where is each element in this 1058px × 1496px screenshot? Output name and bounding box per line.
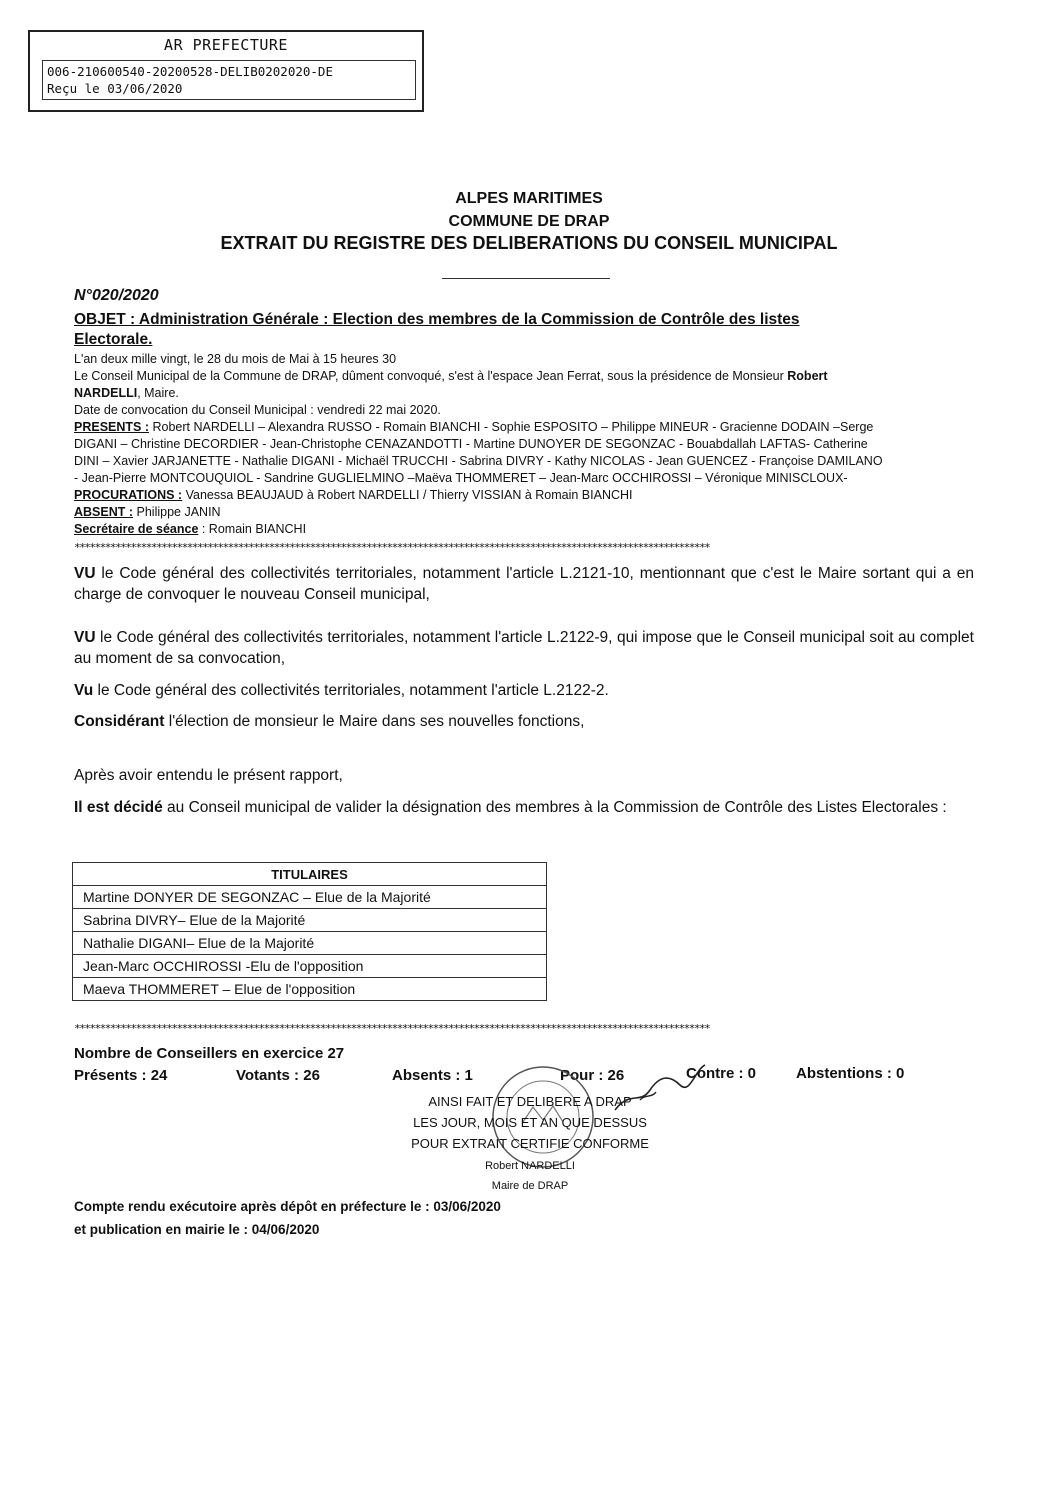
conseillers-en-exercice: Nombre de Conseillers en exercice 27 xyxy=(74,1045,345,1062)
signoff-line-3: POUR EXTRAIT CERTIFIE CONFORME xyxy=(411,1136,649,1151)
convocation-date: Date de convocation du Conseil Municipal : vendredi 22 mai 2020. xyxy=(74,403,441,417)
objet-line-2: Electorale. xyxy=(74,331,153,348)
separator-stars-2: **************************************************************************************************************************** xyxy=(74,1022,710,1035)
executoire-line: Compte rendu exécutoire après dépôt en préfecture le : 03/06/2020 xyxy=(74,1199,501,1214)
publication-line: et publication en mairie le : 04/06/2020 xyxy=(74,1222,320,1237)
absent-line xyxy=(74,504,974,521)
session-convocation-text: Le Conseil Municipal de la Commune de DRAP, dûment convoqué, s'est à l'espace Jean Ferrat, sous la présidence de Monsieur xyxy=(74,369,788,383)
vu-paragraph-2 xyxy=(74,627,974,669)
president-title: , Maire. xyxy=(137,386,179,400)
considerant-paragraph xyxy=(74,711,974,732)
register-title: EXTRAIT DU REGISTRE DES DELIBERATIONS DU CONSEIL MUNICIPAL xyxy=(220,233,838,253)
procurations-label: PROCURATIONS : xyxy=(74,488,183,502)
separator-stars-1: **************************************************************************************************************************** xyxy=(74,541,710,554)
secretaire-name: : Romain BIANCHI xyxy=(198,522,307,536)
presents-names-1: Robert NARDELLI – Alexandra RUSSO - Romain BIANCHI - Sophie ESPOSITO – Philippe MINEUR - Gracienne DODAIN –Serge xyxy=(149,420,874,434)
stamp-title: AR PREFECTURE xyxy=(164,36,288,54)
contre-count: Contre : 0 xyxy=(686,1065,757,1082)
vu-text-2: le Code général des collectivités territoriales, notamment l'article L.2122-9, qui impose que le Conseil municipal soit au complet au moment de sa convocation, xyxy=(74,629,974,667)
pour-count: Pour : 26 xyxy=(560,1067,625,1084)
secretaire-label: Secrétaire de séance xyxy=(74,522,199,536)
presents-line-3: DINI – Xavier JARJANETTE - Nathalie DIGANI - Michaël TRUCCHI - Sabrina DIVRY - Kathy NICOLAS - Jean GUENCEZ - Françoise DAMILANO xyxy=(74,454,883,468)
vu-paragraph-3 xyxy=(74,680,974,701)
absents-count: Absents : 1 xyxy=(392,1067,473,1084)
stamp-received-date: Reçu le 03/06/2020 xyxy=(47,81,183,96)
rapport-line: Après avoir entendu le présent rapport, xyxy=(74,767,343,784)
titulaires-table xyxy=(72,862,547,1001)
presents-line-4: - Jean-Pierre MONTCOUQUIOL - Sandrine GUGLIELMINO –Maëva THOMMERET – Jean-Marc OCCHIROSSI – Véronique MINISCLOUX- xyxy=(74,471,848,485)
mayor-name: Robert NARDELLI xyxy=(485,1160,575,1172)
deliberation-object xyxy=(74,310,904,350)
department-title: ALPES MARITIMES xyxy=(455,190,603,207)
absent-name: Philippe JANIN xyxy=(133,505,221,519)
stamp-reference-box xyxy=(42,60,416,100)
considerant-text: l'élection de monsieur le Maire dans ses nouvelles fonctions, xyxy=(164,713,585,730)
session-date: L'an deux mille vingt, le 28 du mois de Mai à 15 heures 30 xyxy=(74,352,397,366)
table-row: Jean-Marc OCCHIROSSI -Elu de l'opposition xyxy=(73,955,547,978)
presents-count: Présents : 24 xyxy=(74,1067,168,1084)
table-row: Sabrina DIVRY– Elue de la Majorité xyxy=(73,909,547,932)
table-row: Maeva THOMMERET – Elue de l'opposition xyxy=(73,978,547,1001)
commune-title: COMMUNE DE DRAP xyxy=(448,213,610,230)
procurations-text: Vanessa BEAUJAUD à Robert NARDELLI / Thierry VISSIAN à Romain BIANCHI xyxy=(182,488,633,502)
signoff-line-1: AINSI FAIT ET DELIBERE A DRAP xyxy=(428,1094,632,1109)
mayor-title: Maire de DRAP xyxy=(491,1180,569,1192)
vu-keyword-1: VU xyxy=(74,565,96,582)
decision-paragraph xyxy=(74,797,974,818)
votants-count: Votants : 26 xyxy=(236,1067,320,1084)
decision-text: au Conseil municipal de valider la désignation des membres à la Commission de Contrôle des Listes Electorales : xyxy=(162,799,947,816)
signature-icon xyxy=(610,1060,710,1120)
vu-text-3: le Code général des collectivités territoriales, notamment l'article L.2122-2. xyxy=(93,682,609,699)
table-row: Nathalie DIGANI– Elue de la Majorité xyxy=(73,932,547,955)
presents-line-2: DIGANI – Christine DECORDIER - Jean-Christophe CENAZANDOTTI - Martine DUNOYER DE SEGONZAC - Bouabdallah LAFTAS- Catherine xyxy=(74,437,868,451)
decision-keyword: Il est décidé xyxy=(74,799,163,816)
president-first-name: Robert xyxy=(787,369,828,383)
absent-label: ABSENT : xyxy=(74,505,134,519)
president-last-name: NARDELLI xyxy=(74,386,138,400)
vu-keyword-3: Vu xyxy=(74,682,94,699)
abstentions-count: Abstentions : 0 xyxy=(796,1065,905,1082)
signoff-line-2: LES JOUR, MOIS ET AN QUE DESSUS xyxy=(413,1115,647,1130)
considerant-keyword: Considérant xyxy=(74,713,165,730)
titulaires-header: TITULAIRES xyxy=(73,863,547,886)
deliberation-number: N°020/2020 xyxy=(74,287,159,304)
procurations-line xyxy=(74,487,974,504)
presents-label: PRESENTS : xyxy=(74,420,150,434)
ar-prefecture-stamp xyxy=(28,30,424,112)
vu-keyword-2: VU xyxy=(74,629,96,646)
session-president-line xyxy=(74,385,974,402)
vu-paragraph-1 xyxy=(74,563,974,605)
stamp-reference: 006-210600540-20200528-DELIB0202020-DE xyxy=(47,64,333,79)
header-divider xyxy=(442,278,610,279)
table-row: Martine DONYER DE SEGONZAC – Elue de la Majorité xyxy=(73,886,547,909)
session-convocation-line xyxy=(74,368,974,385)
secretaire-line xyxy=(74,521,974,538)
vu-text-1: le Code général des collectivités territoriales, notamment l'article L.2121-10, mentionnant que c'est le Maire sortant qui a en charge de convoquer le nouveau Conseil municipal, xyxy=(74,565,974,603)
objet-line-1: OBJET : Administration Générale : Election des membres de la Commission de Contrôle des listes xyxy=(74,311,800,328)
presents-line-1 xyxy=(74,419,974,436)
